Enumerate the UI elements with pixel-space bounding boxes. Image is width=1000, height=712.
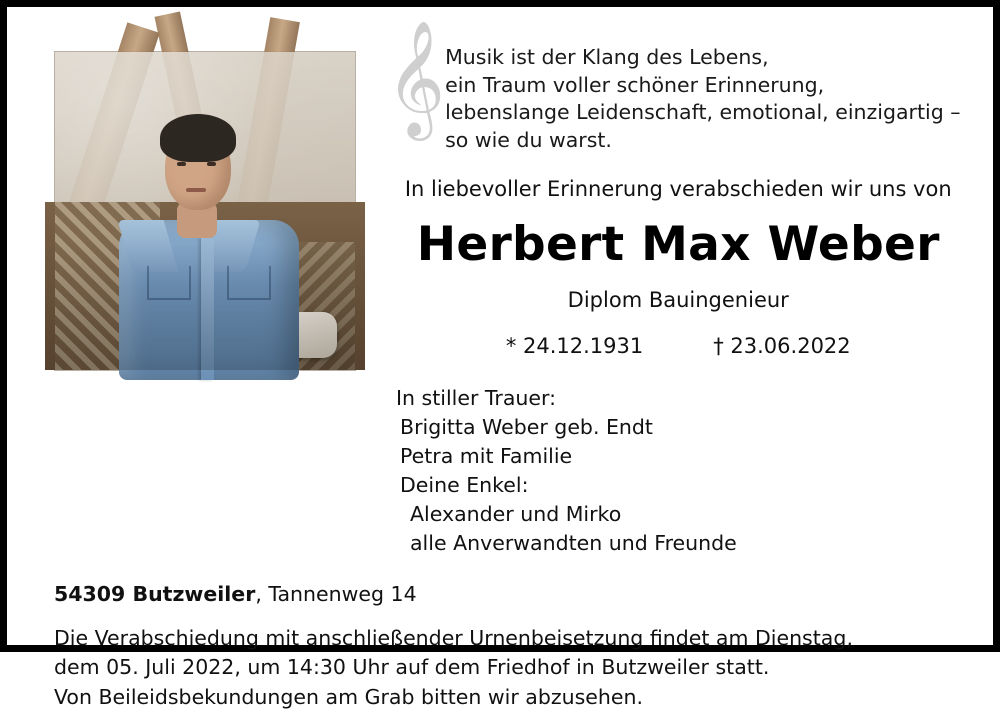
verse-line: Musik ist der Klang des Lebens, (445, 45, 769, 69)
verse-line: so wie du warst. (445, 128, 612, 153)
funeral-notice (54, 624, 955, 711)
mourner-line: Petra mit Familie (400, 443, 573, 468)
mourners-block (396, 384, 960, 559)
mourner-line: Alexander und Mirko (410, 502, 622, 527)
notice-line: Die Verabschiedung mit anschließender Urnenbeisetzung findet am Dienstag, (54, 626, 853, 651)
death-date: † 23.06.2022 (713, 333, 851, 358)
life-dates (396, 334, 960, 358)
obituary-top-area (54, 19, 961, 558)
mourner-line: alle Anverwandten und Freunde (410, 531, 737, 556)
mourners-heading: In stiller Trauer: (396, 385, 556, 410)
deceased-name: Herbert Max Weber (416, 216, 940, 272)
deceased-profession: Diplom Bauingenieur (567, 287, 789, 312)
mourner-line: Brigitta Weber geb. Endt (400, 414, 653, 439)
address-street: , Tannenweg 14 (255, 582, 417, 607)
portrait-photo (54, 51, 356, 371)
verse-line: ein Traum voller schöner Erinnerung, (445, 72, 825, 97)
treble-clef-icon: 𝄞 (386, 19, 446, 136)
verse-line: lebenslange Leidenschaft, emotional, einzigartig – (445, 100, 961, 125)
address-line (54, 582, 955, 606)
portrait-photo-wrapper (54, 51, 354, 371)
photo-vignette (55, 52, 355, 370)
notice-line: dem 05. Juli 2022, um 14:30 Uhr auf dem Friedhof in Butzweiler statt. (54, 655, 770, 680)
verse-text (445, 41, 960, 155)
obituary-inner (7, 7, 993, 709)
obituary-text-column (354, 19, 961, 558)
mourner-line: Deine Enkel: (400, 473, 529, 498)
notice-line: Von Beileidsbekundungen am Grab bitten wir abzusehen. (54, 684, 644, 709)
address-postal-city: 54309 Butzweiler (54, 582, 256, 607)
lead-line: In liebevoller Erinnerung verabschieden wir uns von (404, 176, 952, 201)
birth-date: * 24.12.1931 (505, 333, 644, 358)
verse-block (386, 19, 961, 155)
